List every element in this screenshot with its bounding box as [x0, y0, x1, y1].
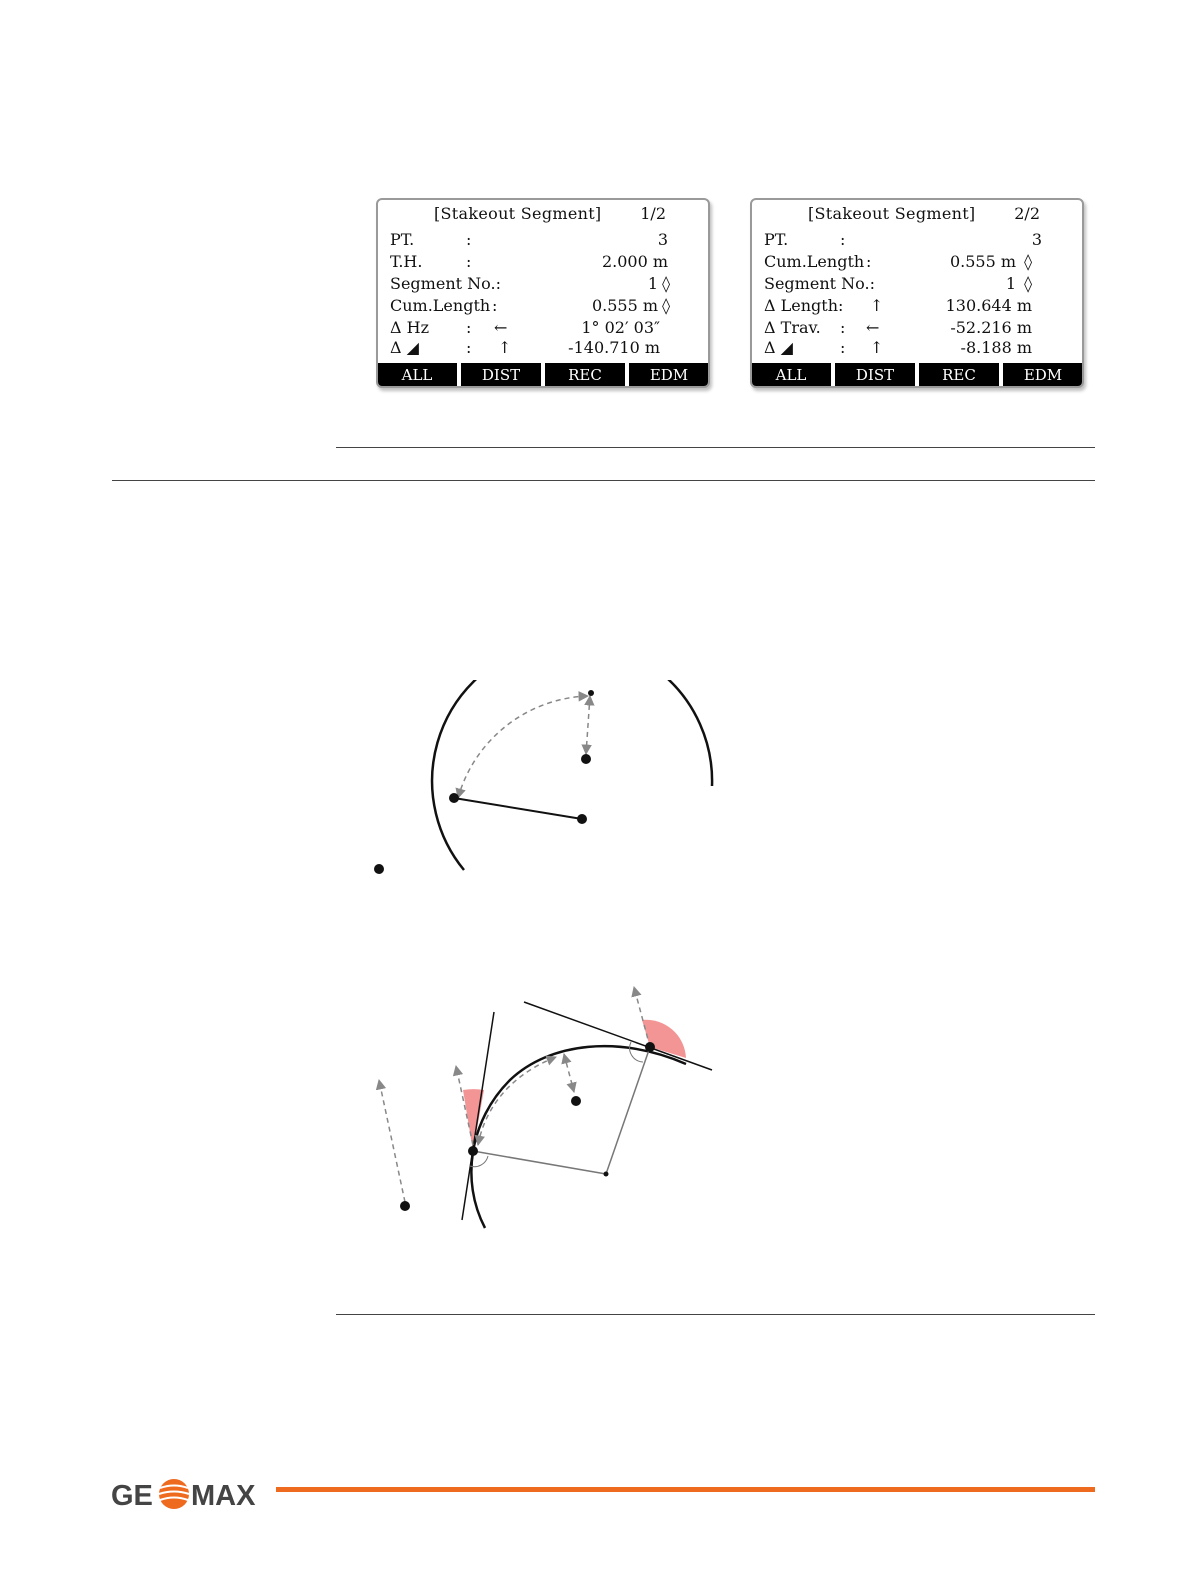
field-value: 3	[1031, 230, 1042, 249]
arc-center-point	[604, 1172, 609, 1177]
arc-start-point	[449, 793, 459, 803]
field-label: Cum.Length	[390, 296, 491, 315]
field-label: Cum.Length	[764, 252, 865, 271]
field-colon: :	[840, 318, 846, 337]
field-label: T.H.	[390, 252, 423, 271]
field-row-delta-hz	[390, 318, 698, 339]
direction-left-arrow-icon: ←	[866, 318, 880, 337]
field-row-cum-length[interactable]	[764, 252, 1072, 273]
field-label: Δ ◢	[764, 338, 793, 357]
arc-line	[471, 1046, 686, 1228]
field-row-segment-no[interactable]	[764, 274, 1072, 295]
logo-text-right: MAX	[191, 1480, 256, 1511]
screen-title: [Stakeout Segment]	[808, 204, 976, 223]
dashed-offset	[564, 1054, 574, 1092]
station-point	[400, 1201, 410, 1211]
field-row-cum-length[interactable]	[390, 296, 698, 317]
scroll-toggle-icon[interactable]: ◊	[662, 296, 670, 315]
field-label: Segment No.:	[390, 274, 501, 293]
direction-left-arrow-icon: ←	[494, 318, 508, 337]
dashed-station-arrow	[379, 1080, 405, 1202]
direction-up-arrow-icon: ↑	[870, 296, 884, 315]
screen-page-indicator: 2/2	[1014, 204, 1040, 223]
geomax-logo	[111, 1477, 261, 1511]
field-label: Δ Trav.	[764, 318, 821, 337]
arc-point-right	[645, 1042, 655, 1052]
field-row-delta-height	[764, 338, 1072, 359]
field-colon: :	[466, 318, 472, 337]
field-value: 1	[647, 274, 658, 293]
softkey-bar	[377, 363, 709, 387]
field-value: -52.216 m	[950, 318, 1032, 337]
direction-up-arrow-icon: ↑	[498, 338, 512, 357]
arc-line	[432, 680, 712, 870]
radius-line-right	[606, 1047, 650, 1174]
field-label: PT.	[390, 230, 415, 249]
field-row-delta-height	[390, 338, 698, 359]
arc-tangent-diagram	[360, 980, 730, 1240]
screen-title: [Stakeout Segment]	[434, 204, 602, 223]
field-label: Δ ◢	[390, 338, 419, 357]
field-colon: :	[466, 338, 472, 357]
softkey-rec[interactable]: REC	[919, 363, 999, 387]
scroll-toggle-icon[interactable]: ◊	[1024, 274, 1032, 293]
softkey-bar	[751, 363, 1083, 387]
arc-center-point	[577, 814, 587, 824]
softkey-dist[interactable]: DIST	[461, 363, 541, 387]
field-colon: :	[840, 338, 846, 357]
field-value: 3	[657, 230, 668, 249]
field-value: 1° 02′ 03″	[581, 318, 660, 337]
radius-line-left	[473, 1151, 606, 1174]
softkey-all[interactable]: ALL	[377, 363, 457, 387]
field-row-delta-trav	[764, 318, 1072, 339]
section-divider-bottom	[336, 1314, 1095, 1315]
softkey-all[interactable]: ALL	[751, 363, 831, 387]
field-colon: :	[466, 252, 472, 271]
stake-point	[571, 1096, 581, 1106]
field-colon: :	[492, 296, 498, 315]
dashed-offset	[586, 696, 590, 754]
softkey-edm[interactable]: EDM	[1003, 363, 1083, 387]
screen-title-bar	[752, 202, 1082, 224]
screen-title-bar	[378, 202, 708, 224]
logo-text-left: GE	[111, 1480, 153, 1511]
field-label: Segment No.:	[764, 274, 875, 293]
section-divider-full	[112, 480, 1095, 481]
dashed-arc-length	[478, 1057, 556, 1145]
screen-page-indicator: 1/2	[640, 204, 666, 223]
section-divider-short	[336, 447, 1095, 448]
radius-line	[454, 798, 582, 819]
field-value: -140.710 m	[568, 338, 660, 357]
dashed-arc-length	[458, 696, 588, 798]
field-row-th	[390, 252, 698, 273]
globe-icon	[159, 1479, 189, 1509]
softkey-rec[interactable]: REC	[545, 363, 625, 387]
scroll-toggle-icon[interactable]: ◊	[662, 274, 670, 293]
field-value: 2.000 m	[601, 252, 668, 271]
field-value: 130.644 m	[945, 296, 1032, 315]
field-value: 0.555 m	[949, 252, 1016, 271]
field-label: Δ Hz	[390, 318, 430, 337]
station-point	[374, 864, 384, 874]
scroll-toggle-icon[interactable]: ◊	[1024, 252, 1032, 271]
field-colon: :	[840, 230, 846, 249]
field-colon: :	[866, 252, 872, 271]
field-row-delta-length	[764, 296, 1072, 317]
tangent-line-right	[524, 1002, 712, 1070]
stakeout-segment-screen-2	[750, 198, 1084, 388]
dashed-up-arrow-right	[634, 987, 650, 1047]
brand-accent-line	[276, 1487, 1095, 1492]
top-arc-point	[588, 690, 594, 696]
field-label: Δ Length:	[764, 296, 844, 315]
field-value: 1	[1005, 274, 1016, 293]
stake-point	[581, 754, 591, 764]
stakeout-segment-screen-1	[376, 198, 710, 388]
arc-segment-diagram	[360, 680, 740, 880]
field-row-pt	[764, 230, 1072, 251]
direction-up-arrow-icon: ↑	[870, 338, 884, 357]
field-row-segment-no[interactable]	[390, 274, 698, 295]
softkey-edm[interactable]: EDM	[629, 363, 709, 387]
softkey-dist[interactable]: DIST	[835, 363, 915, 387]
field-label: PT.	[764, 230, 789, 249]
field-row-pt	[390, 230, 698, 251]
field-value: -8.188 m	[960, 338, 1032, 357]
field-colon: :	[466, 230, 472, 249]
arc-point-left	[468, 1146, 478, 1156]
field-value: 0.555 m	[591, 296, 658, 315]
